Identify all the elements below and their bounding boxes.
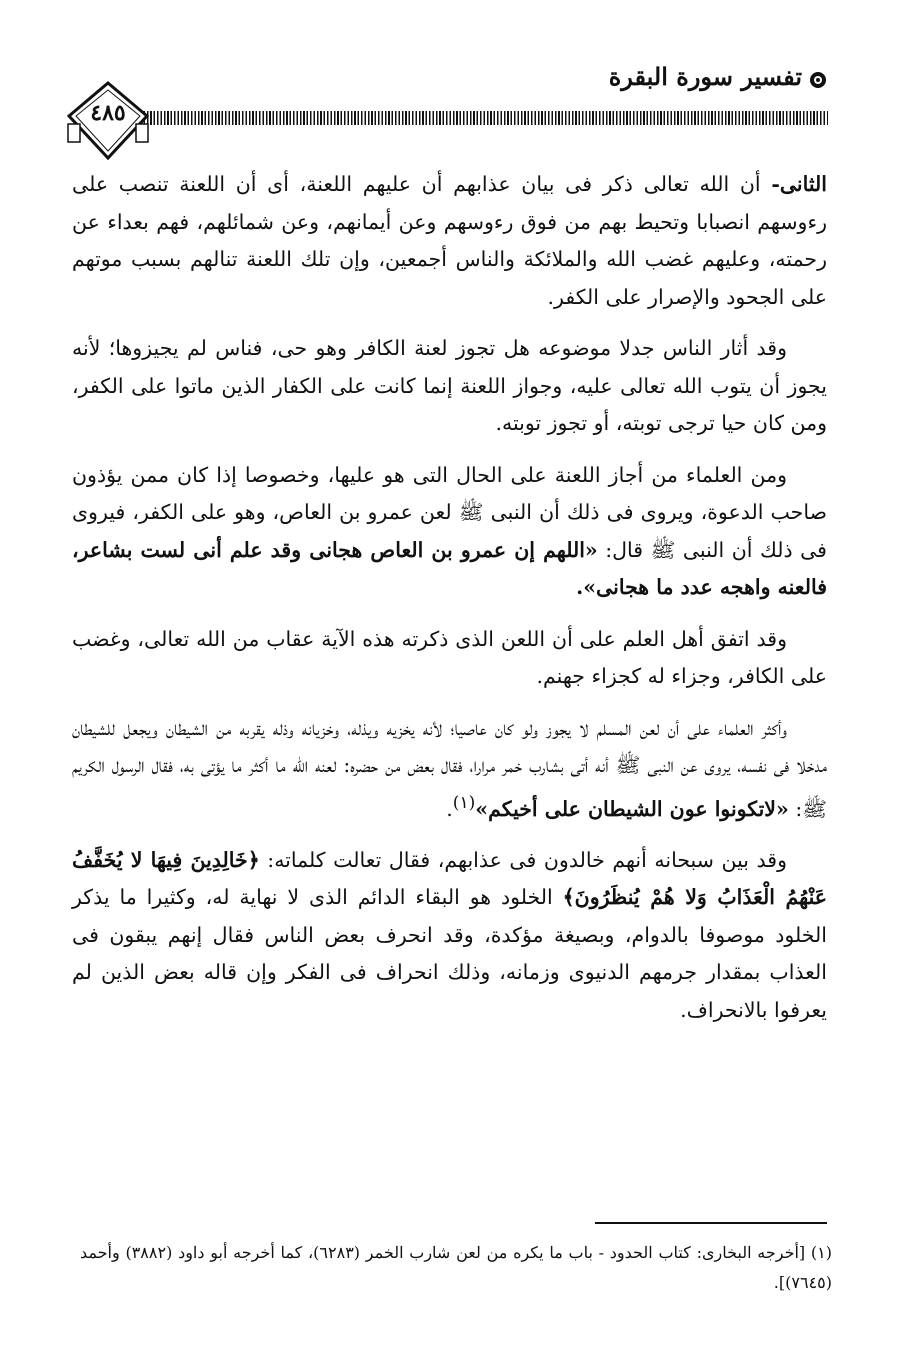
quran-verse: ﴿خَالِدِينَ فِيهَا لا يُخَفَّفُ عَنْهُمُ الْعَذَابُ وَلا هُمْ يُنظَرُونَ﴾ <box>72 847 827 910</box>
footnote: (١) [أخرجه البخارى: كتاب الحدود - باب ما يكره من لعن شارب الخمر (٦٢٨٣)، كما أخرجه أبو داود (٣٨٨٢) وأحمد (٧٦٤٥)]. <box>80 1243 833 1292</box>
paragraph-1 <box>72 166 827 316</box>
paragraph-label: الثانى- <box>771 172 827 196</box>
paragraph-2: وقد أثار الناس جدلا موضوعه هل تجوز لعنة الكافر وهو حى، فناس لم يجيزوها؛ لأنه يجوز أن يتوب الله تعالى عليه، وجواز اللعنة إنما كانت على الكفار الذين ماتوا على الكفر، ومن كان حيا ترجى توبته، أو تجوز توبته. <box>72 336 827 435</box>
paragraph-text: وقد بين سبحانه أنهم خالدون فى عذابهم، فقال تعالت كلماته: <box>259 847 788 872</box>
paragraph-6 <box>72 842 827 1030</box>
page-number-badge <box>66 80 150 164</box>
paragraph-5 <box>72 710 827 828</box>
paragraph-text-rest: الخلود هو البقاء الدائم الذى لا نهاية له، وكثيرا ما يذكر الخلود موصوفا بالدوام، وبصيغة مؤكدة، وقد انحرف بعض الناس فقال إنهم يبقون فى العذاب بمقدار جرمهم الدنيوى وزمانه، وذلك انحراف فى الفكر وإن قاله بعض الذين لم يعرفوا بالانحراف. <box>72 885 827 1022</box>
paragraph-text: ومن العلماء من أجاز اللعنة على الحال التى هو عليها، وخصوصا إذا كان ممن يؤذون صاحب الدعوة، ويروى فى ذلك أن النبى ﷺ لعن عمرو بن العاص، وهو على الكفر، فيروى فى ذلك أن النبى ﷺ قال: <box>72 462 827 562</box>
paragraph-3 <box>72 457 827 607</box>
footnote-ref: (١) <box>452 792 476 813</box>
hadith-quote: «لاتكونوا عون الشيطان على أخيكم» <box>475 796 789 821</box>
page-number: ٤٨٥ <box>90 100 126 126</box>
paragraph-text: أن الله تعالى ذكر فى بيان عذابهم أن عليهم اللعنة، أى أن اللعنة تنصب على رءوسهم انصبابا وتحيط بهم من فوق رءوسهم وعن أيمانهم، وعن شمائلهم، فهم بعداء عن رحمته، وعليهم غضب الله والملائكة والناس أجمعين، وإن تلك اللعنة تنالهم بسبب موتهم على الجحود والإصرار على الكفر. <box>72 172 827 309</box>
footnote-rule <box>595 1222 827 1224</box>
paragraph-4: وقد اتفق أهل العلم على أن اللعن الذى ذكرته هذه الآية عقاب من الله تعالى، وغضب على الكافر، وجزاء له كجزاء جهنم. <box>72 626 827 688</box>
hadith-quote: «اللهم إن عمرو بن العاص هجانى وقد علم أنى لست بشاعر، فالعنه واهجه عدد ما هجانى». <box>72 537 827 599</box>
body-text <box>72 166 827 1043</box>
paragraph-text: وأكثر العلماء على أن لعن المسلم لا يجوز ولو كان عاصيا؛ لأنه يخزيه ويذله، وخزيانه وذله يقربه من الشيطان ويجعل للشيطان مدخلا فى نفسه، يروى عن النبى ﷺ أنه أتى بشارب خمر مرارا، فقال بعض من حضره: لعنه الله ما أكثر ما يؤتى به، فقال الرسول الكريم ﷺ: <box>72 715 827 821</box>
paragraph-end: . <box>446 796 453 821</box>
header-rule <box>140 111 828 125</box>
surah-title: تفسير سورة البقرة <box>608 62 802 91</box>
running-header <box>609 62 828 91</box>
ornament-icon <box>808 67 828 87</box>
